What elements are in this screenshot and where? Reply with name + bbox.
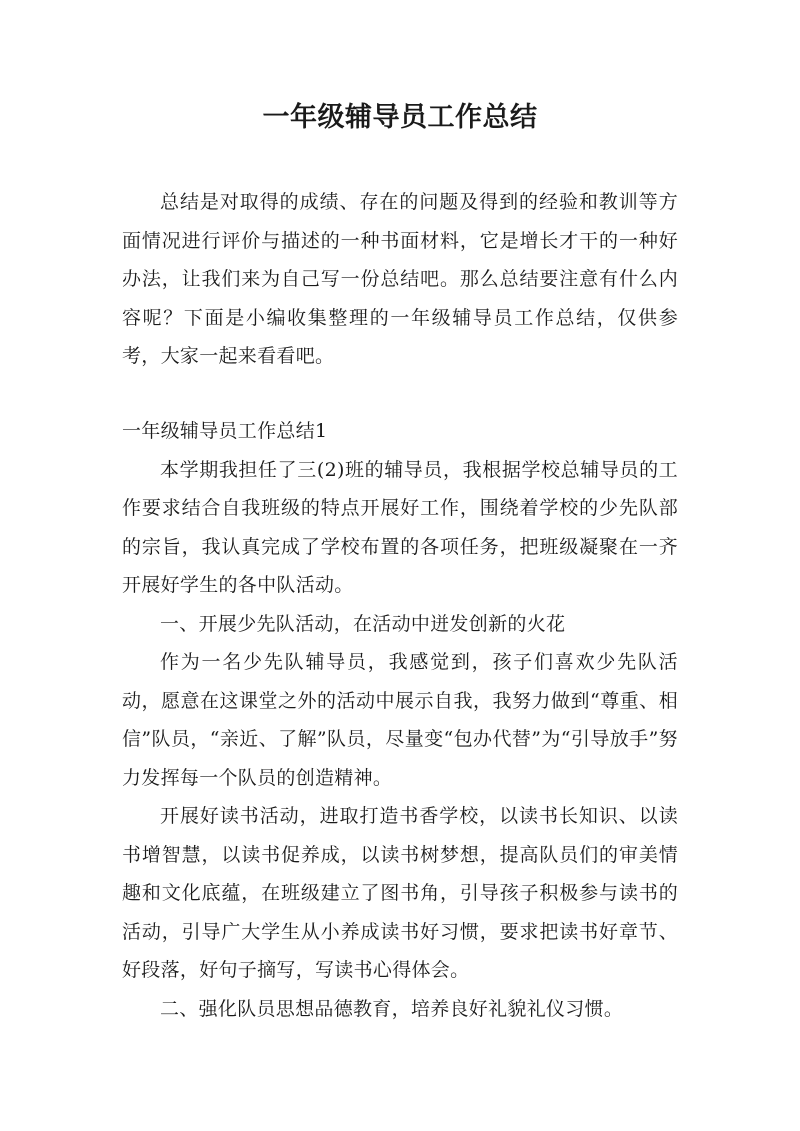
intro-block [122,183,678,376]
document-title: 一年级辅导员工作总结 [262,102,538,133]
body-paragraph: 本学期我担任了三(2)班的辅导员，我根据学校总辅导员的工作要求结合自我班级的特点开展好工作，围绕着学校的少先队部的宗旨，我认真完成了学校布置的各项任务，把班级凝聚在一齐开展好学生的各中队活动。 [122,458,678,596]
intro-paragraph: 总结是对取得的成绩、存在的问题及得到的经验和教训等方面情况进行评价与描述的一种书面材料，它是增长才干的一种好办法，让我们来为自己写一份总结吧。那么总结要注意有什么内容呢？下面是小编收集整理的一年级辅导员工作总结，仅供参考，大家一起来看看吧。 [122,191,678,367]
body-paragraph: 作为一名少先队辅导员，我感觉到，孩子们喜欢少先队活动，愿意在这课堂之外的活动中展示自我，我努力做到“尊重、相信”队员，“亲近、了解”队员，尽量变“包办代替”为“引导放手”努力发挥每一个队员的创造精神。 [122,651,678,789]
section-1-block [122,412,678,1028]
body-paragraph: 开展好读书活动，进取打造书香学校，以读书长知识、以读书增智慧，以读书促养成，以读书树梦想，提高队员们的审美情趣和文化底蕴，在班级建立了图书角，引导孩子积极参与读书的活动，引导广大学生从小养成读书好习惯，要求把读书好章节、好段落，好句子摘写，写读书心得体会。 [122,805,678,981]
subheading-paragraph: 二、强化队员思想品德教育，培养良好礼貌礼仪习惯。 [160,997,624,1020]
subheading-paragraph: 一、开展少先队活动，在活动中迸发创新的火花 [160,612,566,635]
section-heading: 一年级辅导员工作总结1 [122,420,328,442]
